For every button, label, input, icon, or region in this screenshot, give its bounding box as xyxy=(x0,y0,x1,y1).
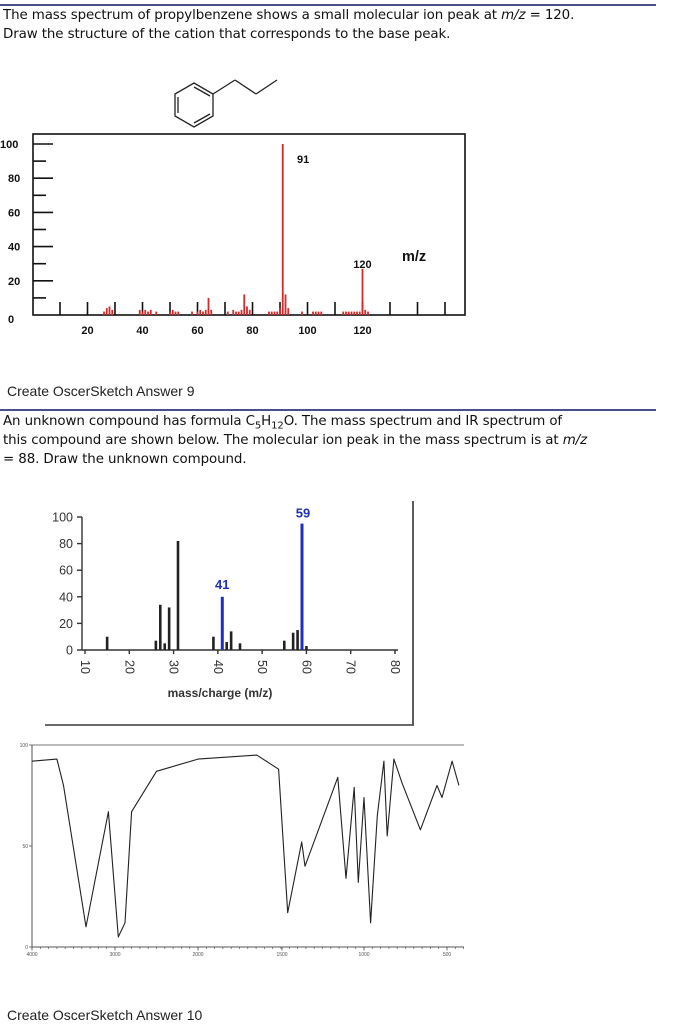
svg-text:40: 40 xyxy=(8,241,21,254)
svg-text:41: 41 xyxy=(215,576,230,592)
question-9-line-1: The mass spectrum of propylbenzene shows a small molecular ion peak at m/z = 120. xyxy=(3,8,575,23)
section-divider-middle xyxy=(0,409,656,411)
mass-spectrum-propylbenzene xyxy=(0,130,480,345)
svg-text:60: 60 xyxy=(299,660,314,674)
svg-text:80: 80 xyxy=(246,325,259,337)
question-9-line-2: Draw the structure of the cation that corresponds to the base peak. xyxy=(3,27,451,42)
svg-text:0: 0 xyxy=(66,643,73,658)
svg-text:20: 20 xyxy=(81,325,94,337)
svg-text:100: 100 xyxy=(0,139,19,151)
svg-text:60: 60 xyxy=(8,207,21,220)
svg-text:80: 80 xyxy=(388,660,402,674)
question-10-line-2: this compound are shown below. The molecular ion peak in the mass spectrum is at m/z xyxy=(3,433,588,448)
svg-text:59: 59 xyxy=(295,505,311,521)
svg-text:30: 30 xyxy=(166,660,181,674)
question-10-line-3: = 88. Draw the unknown compound. xyxy=(3,452,247,467)
svg-text:91: 91 xyxy=(297,154,310,166)
question-10-line-1: An unknown compound has formula $C_5H_{12}O$. The mass spectrum and IR spectrum of xyxy=(3,414,563,432)
svg-text:120: 120 xyxy=(353,325,372,337)
svg-text:60: 60 xyxy=(59,563,73,578)
svg-text:50: 50 xyxy=(255,660,270,674)
svg-text:m/z: m/z xyxy=(402,249,427,265)
svg-text:80: 80 xyxy=(8,173,21,186)
svg-text:20: 20 xyxy=(59,616,73,631)
create-oscersketch-answer-10-link[interactable]: Create OscerSketch Answer 10 xyxy=(7,1007,203,1023)
svg-text:120: 120 xyxy=(353,259,372,271)
svg-text:0: 0 xyxy=(8,314,15,326)
svg-text:70: 70 xyxy=(343,660,358,674)
svg-text:50: 50 xyxy=(22,844,28,850)
svg-text:60: 60 xyxy=(191,325,204,337)
svg-text:20: 20 xyxy=(122,660,137,674)
svg-text:20: 20 xyxy=(8,275,21,288)
svg-text:40: 40 xyxy=(59,590,73,605)
svg-text:0: 0 xyxy=(25,945,28,951)
ir-spectrum-unknown xyxy=(0,738,480,963)
svg-text:100: 100 xyxy=(19,743,28,749)
svg-text:10: 10 xyxy=(78,660,92,674)
mass-spectrum-unknown xyxy=(30,495,430,735)
svg-text:100: 100 xyxy=(298,325,317,337)
svg-text:3000: 3000 xyxy=(109,952,121,958)
svg-text:mass/charge (m/z): mass/charge (m/z) xyxy=(167,686,273,700)
svg-text:80: 80 xyxy=(59,537,73,552)
svg-text:4000: 4000 xyxy=(26,952,38,958)
propylbenzene-structure xyxy=(160,70,290,135)
svg-text:500: 500 xyxy=(442,952,452,958)
svg-text:1500: 1500 xyxy=(276,952,288,958)
svg-text:40: 40 xyxy=(136,325,149,337)
svg-text:40: 40 xyxy=(210,660,225,674)
svg-text:100: 100 xyxy=(52,510,73,525)
svg-text:1000: 1000 xyxy=(358,952,370,958)
svg-text:2000: 2000 xyxy=(192,952,204,958)
create-oscersketch-answer-9-link[interactable]: Create OscerSketch Answer 9 xyxy=(7,383,195,399)
